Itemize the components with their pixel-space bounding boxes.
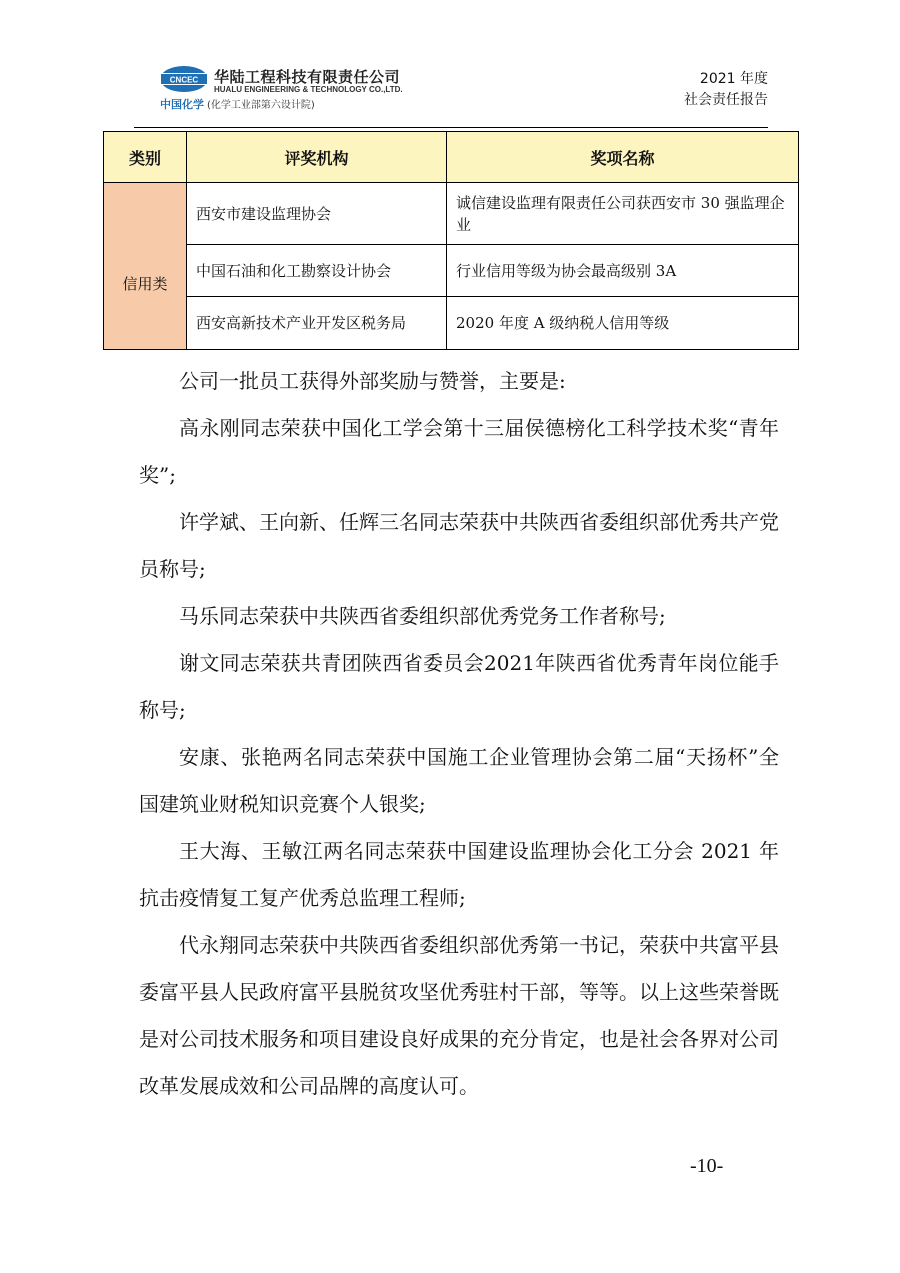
org-cell: 中国石油和化工勘察设计协会	[187, 245, 447, 297]
category-cell: 信用类	[104, 183, 187, 350]
page-number: -10-	[690, 1155, 724, 1177]
cncec-logo-icon	[158, 64, 210, 94]
award-cell: 2020 年度 A 级纳税人信用等级	[447, 297, 799, 350]
body-text	[139, 358, 779, 1110]
paragraph: 许学斌、王向新、任辉三名同志荣获中共陕西省委组织部优秀共产党员称号;	[139, 510, 779, 581]
award-cell: 诚信建设监理有限责任公司获西安市 30 强监理企业	[447, 183, 799, 245]
company-name-en: HUALU ENGINEERING & TECHNOLOGY CO.,LTD.	[214, 85, 403, 94]
org-cell: 西安市建设监理协会	[187, 183, 447, 245]
header-organization: 评奖机构	[187, 132, 447, 183]
table-header-row	[104, 132, 799, 183]
header-award: 奖项名称	[447, 132, 799, 183]
header-divider	[134, 127, 768, 128]
company-name-cn: 华陆工程科技有限责任公司	[214, 68, 401, 86]
award-cell: 行业信用等级为协会最高级别 3A	[447, 245, 799, 297]
report-title: 社会责任报告	[684, 92, 768, 108]
awards-table	[103, 131, 799, 350]
report-year: 2021 年度	[699, 71, 768, 87]
paragraph: 高永刚同志荣获中国化工学会第十三届侯德榜化工科学技术奖“青年奖”;	[139, 416, 779, 487]
group-name: 中国化学	[160, 98, 204, 111]
org-cell: 西安高新技术产业开发区税务局	[187, 297, 447, 350]
table-row	[104, 183, 799, 245]
page-header	[0, 0, 900, 130]
paragraph: 谢文同志荣获共青团陕西省委员会2021年陕西省优秀青年岗位能手称号;	[139, 651, 779, 722]
paragraph: 马乐同志荣获中共陕西省委组织部优秀党务工作者称号;	[179, 604, 666, 628]
logo-emblem-text: CNCEC	[169, 75, 199, 85]
table-row	[104, 297, 799, 350]
paragraph: 代永翔同志荣获中共陕西省委组织部优秀第一书记，荣获中共富平县委富平县人民政府富平县脱贫攻坚优秀驻村干部，等等。以上这些荣誉既是对公司技术服务和项目建设良好成果的充分肯定，也是社会各界对公司改革发展成效和公司品牌的高度认可。	[139, 933, 779, 1098]
department-name: (化学工业部第六设计院)	[207, 100, 315, 111]
paragraph: 安康、张艳两名同志荣获中国施工企业管理协会第二届“天扬杯”全国建筑业财税知识竞赛个人银奖;	[139, 745, 779, 816]
header-category: 类别	[104, 132, 187, 183]
paragraph: 公司一批员工获得外部奖励与赞誉，主要是:	[179, 369, 566, 393]
paragraph: 王大海、王敏江两名同志荣获中国建设监理协会化工分会 2021 年抗击疫情复工复产优秀总监理工程师;	[139, 839, 779, 910]
table-row	[104, 245, 799, 297]
